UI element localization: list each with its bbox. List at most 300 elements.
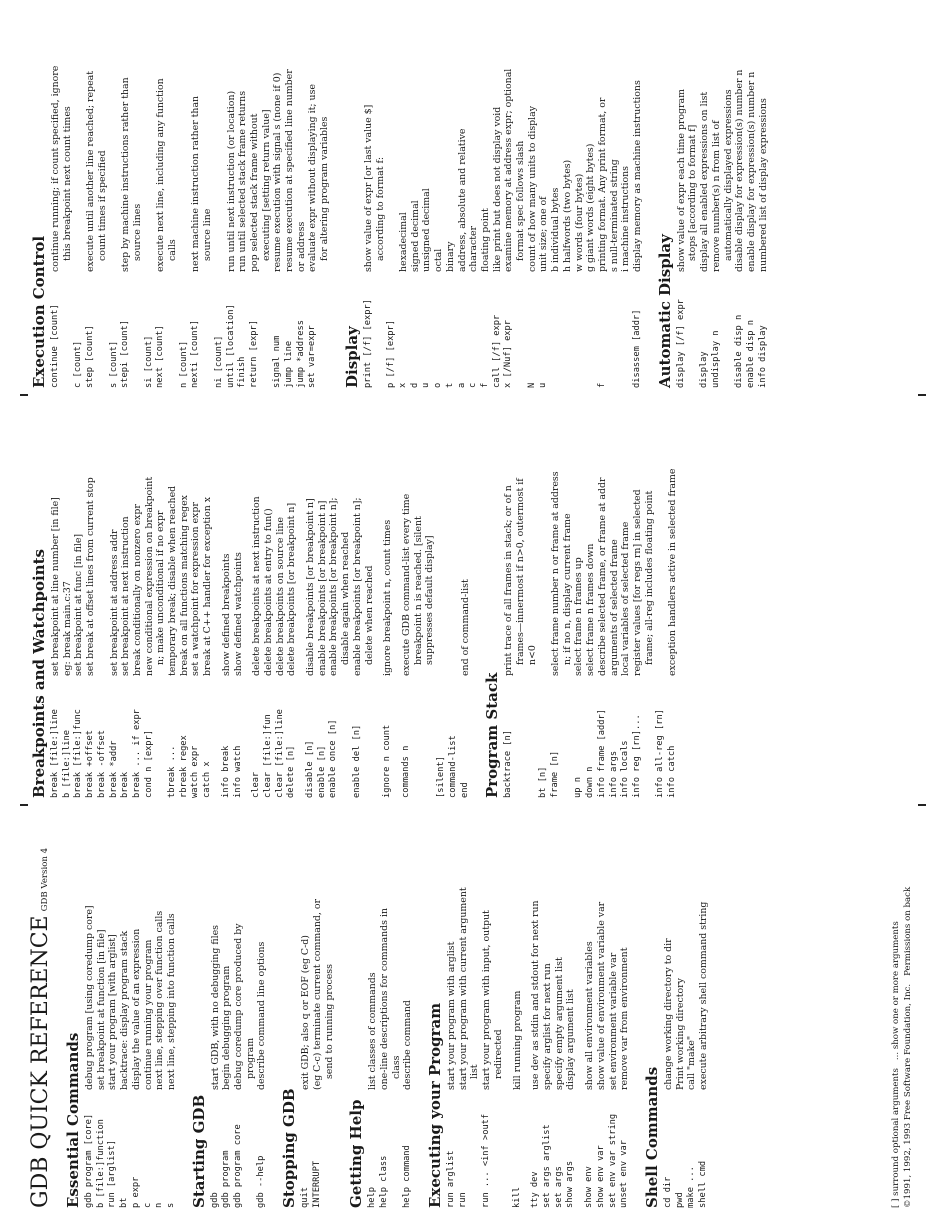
column-1-sections	[64, 813, 710, 1208]
command-row	[166, 813, 178, 1208]
command-description	[608, 813, 620, 1090]
command-row	[179, 0, 191, 388]
section-title: Breakpoints and Watchpoints	[30, 549, 48, 798]
description-line: execute until another line reached; repeat	[85, 71, 97, 272]
page-title	[28, 813, 58, 1208]
description-line: specify arglist for next run	[541, 963, 553, 1090]
description-line: floating point	[479, 208, 491, 272]
command-syntax: help	[367, 1187, 378, 1208]
command-description	[263, 403, 275, 676]
description-line: one-line descriptions for commands in	[378, 908, 390, 1090]
description-line: send to running process	[323, 964, 335, 1079]
command-description	[300, 813, 312, 1090]
command-row	[237, 0, 249, 388]
command-description	[481, 813, 504, 1090]
command-description	[120, 0, 143, 272]
command-syntax: s [count]	[108, 340, 119, 388]
command-row	[154, 813, 166, 1208]
command-row	[457, 0, 469, 388]
command-description	[210, 813, 222, 1090]
command-description	[597, 0, 632, 272]
command-syntax: break	[120, 771, 131, 798]
command-description	[492, 0, 504, 272]
command-syntax: enable once [n]	[328, 719, 339, 798]
command-description	[550, 403, 573, 676]
description-line: run until next instruction (or location)	[225, 90, 237, 272]
command-description	[632, 0, 644, 272]
description-line: step by machine instructions rather than	[120, 77, 132, 272]
description-line: enable display for expression(s) number n	[745, 71, 757, 272]
command-row	[711, 0, 734, 388]
command-row	[382, 403, 394, 798]
description-line: display the value of an expression	[130, 928, 142, 1090]
command-row	[676, 0, 699, 388]
command-syntax: b [file:]line	[61, 730, 72, 798]
description-line: enable breakpoints [or breakpoint n];	[351, 497, 363, 676]
command-description	[446, 813, 458, 1090]
command-syntax: undisplay n	[710, 330, 721, 388]
command-description	[734, 0, 746, 272]
section-title: Automatic Display	[655, 234, 674, 388]
command-row	[155, 0, 178, 388]
command-syntax: cd dir	[662, 1176, 673, 1208]
footer-args-note: ... show one or more arguments	[891, 921, 901, 1061]
command-row	[410, 0, 422, 388]
section-title: Display	[342, 326, 361, 388]
command-syntax: c [count]	[73, 340, 84, 388]
description-line: enable breakpoints [or breakpoint n]	[316, 500, 328, 676]
command-row	[503, 0, 526, 388]
description-line: use dev as stdin and stdout for next run	[530, 900, 542, 1090]
command-description	[596, 813, 608, 1090]
command-description	[620, 403, 632, 676]
command-syntax: gdb program [core]	[84, 1113, 94, 1208]
command-syntax: break -offset	[96, 730, 107, 798]
command-syntax: next [count]	[155, 325, 166, 388]
command-row	[538, 0, 597, 388]
command-syntax: break [file:]func	[73, 709, 84, 798]
command-description	[655, 403, 667, 676]
command-row	[398, 0, 410, 388]
command-description	[410, 0, 422, 272]
command-row	[96, 813, 108, 1208]
command-row	[85, 0, 108, 388]
command-syntax: info all-reg [rn]	[655, 709, 666, 798]
command-syntax: b [file:]function	[95, 1119, 106, 1208]
command-row	[585, 403, 597, 798]
command-syntax: enable disp n	[745, 320, 756, 388]
description-line: break at C++ handler for exception x	[202, 496, 214, 676]
section-title: Stopping GDB	[280, 1088, 299, 1208]
command-description	[275, 403, 287, 676]
command-row	[746, 0, 758, 388]
command-syntax: u	[538, 382, 549, 388]
command-row	[119, 813, 131, 1208]
command-row	[699, 0, 711, 388]
description-line: list	[469, 1064, 481, 1079]
command-syntax: bt	[119, 1197, 130, 1208]
footer-optional-note: [ ] surround optional arguments	[891, 1068, 901, 1208]
description-line: resume execution at specified line number	[284, 69, 296, 272]
command-row	[221, 813, 233, 1208]
description-line: display all enabled expressions on list	[699, 91, 711, 272]
description-line: set environment variable var	[607, 952, 619, 1090]
description-line: w words (four bytes)	[573, 173, 585, 272]
command-description	[73, 0, 85, 272]
description-line: disable display for expression(s) number n	[734, 69, 746, 272]
command-description	[480, 0, 492, 272]
section-title: Getting Help	[347, 1099, 366, 1208]
description-line: breakpoint n is reached. [silent	[412, 516, 424, 665]
description-line: arguments of selected frame	[608, 539, 620, 676]
command-description	[445, 0, 457, 272]
description-line: set breakpoint at func [in file]	[73, 533, 85, 676]
command-description	[132, 403, 144, 676]
command-description	[632, 403, 655, 676]
column-3	[28, 0, 769, 388]
command-description	[167, 403, 179, 676]
command-row	[131, 813, 143, 1208]
column-2	[28, 403, 679, 798]
command-description	[84, 813, 96, 1090]
description-line: numbered list of display expressions	[757, 98, 769, 272]
command-syntax: ignore n count	[382, 724, 393, 798]
command-syntax: info display	[757, 325, 768, 388]
command-syntax: tty dev	[530, 1171, 541, 1208]
command-row	[97, 403, 109, 798]
command-description	[249, 0, 272, 272]
command-syntax: disassem [addr]	[632, 309, 643, 388]
description-line: begin debugging program	[221, 965, 233, 1090]
command-syntax: command-list	[447, 735, 458, 798]
description-line: set break at offset lines from current stop	[85, 477, 97, 676]
command-row	[328, 403, 351, 798]
command-syntax: finish	[237, 356, 248, 388]
description-line: backtrace: display program stack	[119, 930, 131, 1090]
command-description	[401, 403, 436, 676]
command-row	[458, 813, 481, 1208]
description-line: hexadecimal	[397, 212, 409, 272]
section-title: Shell Commands	[642, 1066, 661, 1208]
command-row	[107, 813, 119, 1208]
command-row	[251, 403, 263, 798]
command-row	[481, 813, 504, 1208]
description-line: unit size; one of	[538, 196, 550, 272]
command-row	[210, 813, 222, 1208]
description-line: specify empty argument list	[553, 957, 565, 1090]
command-row	[386, 0, 398, 388]
command-syntax: call [/f] expr	[491, 314, 502, 388]
spacer	[298, 403, 305, 798]
command-row	[249, 0, 272, 388]
command-syntax: clear [file:]fun	[262, 714, 273, 798]
command-row	[448, 403, 460, 798]
command-description	[237, 0, 249, 272]
command-row	[667, 403, 679, 798]
description-line: redirected	[492, 1029, 504, 1079]
command-syntax: gdb	[209, 1192, 220, 1208]
command-description	[85, 0, 108, 272]
command-description	[233, 403, 245, 676]
command-syntax: o	[433, 382, 444, 388]
command-syntax: break *addr	[108, 740, 119, 798]
command-description	[166, 813, 178, 1090]
command-description	[573, 403, 585, 676]
command-description	[96, 813, 108, 1090]
command-description	[530, 813, 542, 1090]
description-line: resume execution with signal s (none if 0)	[272, 72, 284, 272]
description-line: s null-terminated string	[608, 159, 620, 272]
command-syntax: disable [n]	[305, 740, 316, 798]
command-description	[109, 0, 121, 272]
description-line: source line	[202, 208, 214, 261]
description-line: set breakpoint at address addr	[108, 529, 120, 676]
command-syntax: enable [n]	[316, 745, 327, 798]
description-line: octal	[433, 248, 445, 272]
column-2-sections	[30, 403, 679, 798]
description-line: executing [setting return value]	[260, 109, 272, 261]
command-row	[50, 403, 62, 798]
command-description	[119, 813, 131, 1090]
description-line: next line, stepping over function calls	[154, 910, 166, 1090]
command-syntax: commands n	[400, 745, 411, 798]
command-row	[256, 813, 268, 1208]
command-description	[272, 0, 284, 272]
command-syntax: run ... <inf >outf	[481, 1113, 492, 1208]
description-line: select frame number n or frame at address	[550, 471, 562, 676]
description-line: disable again when reached	[340, 531, 352, 665]
spacer	[523, 813, 530, 1208]
column-mark	[918, 804, 926, 806]
description-line: continue running your program	[142, 939, 154, 1090]
command-syntax: [silent]	[436, 756, 447, 798]
command-row	[312, 813, 335, 1208]
command-row	[284, 0, 296, 388]
command-syntax: si [count]	[143, 335, 154, 388]
spacer	[244, 403, 251, 798]
command-description	[286, 403, 298, 676]
description-line: display memory as machine instructions	[632, 80, 644, 272]
footer-line-1	[890, 813, 902, 1208]
column-mark	[20, 394, 28, 396]
description-line: start your program [with arglist]	[107, 934, 119, 1090]
command-syntax: until [location]	[225, 304, 236, 388]
command-syntax: info reg [rn]...	[631, 714, 642, 798]
description-line: new conditional expression on breakpoint	[143, 476, 155, 676]
command-syntax: up n	[573, 777, 584, 798]
command-row	[379, 813, 402, 1208]
command-syntax: kill	[511, 1187, 522, 1208]
description-line: show value of environment variable var	[595, 901, 607, 1090]
command-syntax: x	[397, 382, 408, 388]
description-line: print trace of all frames in stack; or of n	[503, 485, 515, 676]
description-line: ignore breakpoint n, count times	[382, 519, 394, 676]
command-syntax: break [file:]line	[50, 709, 60, 798]
description-line: n; make unconditional if no expr	[155, 510, 167, 665]
command-syntax: cond n [expr]	[143, 730, 154, 798]
command-description	[698, 813, 710, 1090]
description-line: next line, stepping into function calls	[165, 913, 177, 1090]
command-row	[492, 0, 504, 388]
section-title: Execution Control	[30, 235, 48, 388]
command-syntax: set args	[553, 1166, 564, 1208]
command-syntax: jump *address	[295, 320, 306, 388]
description-line: count of how many units to display	[526, 105, 538, 272]
command-syntax: n [count]	[178, 340, 189, 388]
command-description	[120, 403, 132, 676]
description-line: show all environment variables	[584, 941, 596, 1090]
command-description	[50, 403, 62, 676]
command-syntax: info frame [addr]	[596, 709, 607, 798]
command-syntax: continue [count]	[50, 304, 60, 388]
description-line: like print but does not display void	[491, 106, 503, 272]
description-line: run until selected stack frame returns	[237, 90, 249, 272]
column-mark	[20, 804, 28, 806]
command-syntax: break +offset	[85, 730, 96, 798]
command-syntax: p expr	[130, 1176, 141, 1208]
command-syntax: info locals	[620, 740, 631, 798]
description-line: start your program with arglist	[446, 941, 458, 1090]
copyright: ©1991, 1992, 1993 Free Software Foundation, Inc.	[903, 983, 913, 1208]
command-row	[202, 403, 214, 798]
command-row	[120, 0, 143, 388]
command-description	[619, 813, 631, 1090]
description-line: change working directory to dir	[662, 938, 674, 1090]
description-line: automatically displayed expressions	[722, 89, 734, 261]
description-line: execute GDB command-list every time	[400, 493, 412, 676]
command-syntax: gdb program	[221, 1150, 232, 1208]
command-description	[305, 403, 317, 676]
description-line: for altering program variables	[319, 116, 331, 261]
column-3-sections	[30, 0, 769, 388]
command-row	[445, 0, 457, 388]
command-description	[542, 813, 554, 1090]
command-row	[565, 813, 577, 1208]
command-row	[179, 403, 191, 798]
description-line: or address	[295, 221, 307, 272]
section-title: Executing your Program	[426, 1002, 445, 1208]
description-line: remove var from environment	[619, 947, 631, 1090]
description-line: enable breakpoints [or breakpoint n];	[328, 497, 340, 676]
command-row	[632, 403, 655, 798]
command-syntax: run arglist	[446, 1150, 457, 1208]
command-row	[132, 403, 144, 798]
command-description	[382, 403, 394, 676]
command-row	[307, 0, 330, 388]
command-description	[457, 0, 469, 272]
spacer	[577, 813, 584, 1208]
command-row	[367, 813, 379, 1208]
command-syntax: rbreak regex	[178, 735, 189, 798]
command-row	[527, 0, 539, 388]
command-row	[275, 403, 287, 798]
description-line: b individual bytes	[550, 187, 562, 272]
description-line: examine memory at address expr; optional	[503, 68, 515, 272]
footer	[890, 813, 914, 1208]
command-syntax: shell cmd	[698, 1160, 709, 1208]
description-line: source lines	[131, 203, 143, 261]
description-line: frames—innermost if n>0, outermost if	[514, 478, 526, 665]
description-line: remove number(s) n from list of	[710, 120, 722, 272]
command-syntax: end	[459, 782, 470, 798]
description-line: next machine instruction rather than	[190, 95, 202, 272]
command-syntax: info break	[220, 745, 231, 798]
command-row	[226, 0, 238, 388]
command-description	[363, 0, 386, 272]
command-row	[85, 403, 97, 798]
command-syntax: help class	[378, 1155, 389, 1208]
description-line: (eg C-c) terminate current command, or	[311, 899, 323, 1090]
command-description	[284, 0, 296, 272]
command-syntax: run	[457, 1192, 468, 1208]
command-syntax: show args	[565, 1160, 576, 1208]
description-line: temporary break; disable when reached	[167, 485, 179, 676]
description-line: delete breakpoints at entry to fun()	[262, 508, 274, 676]
description-line: end of command-list	[459, 579, 471, 676]
command-description	[221, 403, 233, 676]
description-line: exception handlers active in selected frame	[667, 468, 679, 676]
command-description	[190, 0, 213, 272]
description-line: n<0	[526, 645, 538, 665]
command-description	[538, 0, 597, 272]
command-syntax: unset env var	[619, 1140, 630, 1208]
description-line: program	[244, 1037, 256, 1079]
command-description	[109, 403, 121, 676]
command-description	[144, 0, 156, 272]
description-line: local variables of selected frame	[620, 521, 632, 676]
description-line: printing format. Any print format, or	[596, 97, 608, 272]
command-row	[698, 813, 710, 1208]
command-description	[312, 813, 335, 1090]
description-line: execute next line, including any function	[155, 78, 167, 272]
description-line: delete when reached	[363, 565, 375, 665]
command-syntax: s	[165, 1202, 176, 1208]
command-row	[144, 403, 167, 798]
command-syntax: d	[409, 382, 420, 388]
command-description	[317, 403, 329, 676]
command-row	[167, 403, 179, 798]
description-line: show value of expr [or last value $]	[362, 104, 374, 272]
command-syntax: set env var string	[607, 1113, 618, 1208]
command-row	[597, 0, 632, 388]
command-syntax: bt [n]	[538, 766, 549, 798]
command-row	[421, 0, 433, 388]
command-description	[676, 0, 699, 272]
command-description	[307, 0, 330, 272]
command-row	[352, 403, 375, 798]
command-syntax: return [expr]	[248, 320, 259, 388]
description-line: eg: break main.c:37	[61, 581, 73, 676]
command-description	[436, 403, 448, 676]
command-description	[663, 813, 675, 1090]
command-description	[233, 813, 256, 1090]
description-line: unsigned decimal	[421, 188, 433, 272]
description-line: start your program with current argument	[457, 887, 469, 1090]
command-row	[734, 0, 746, 388]
command-row	[296, 0, 308, 388]
command-description	[585, 403, 597, 676]
command-description	[155, 0, 178, 272]
command-row	[144, 0, 156, 388]
section-title: Essential Commands	[64, 1032, 82, 1208]
description-line: break conditionally on nonzero expr	[131, 504, 143, 676]
description-line: call "make"	[686, 1035, 698, 1090]
command-description	[328, 403, 351, 676]
command-row	[214, 0, 226, 388]
command-row	[73, 403, 85, 798]
command-syntax: stepi [count]	[120, 320, 131, 388]
command-syntax: enable del [n]	[351, 724, 362, 798]
